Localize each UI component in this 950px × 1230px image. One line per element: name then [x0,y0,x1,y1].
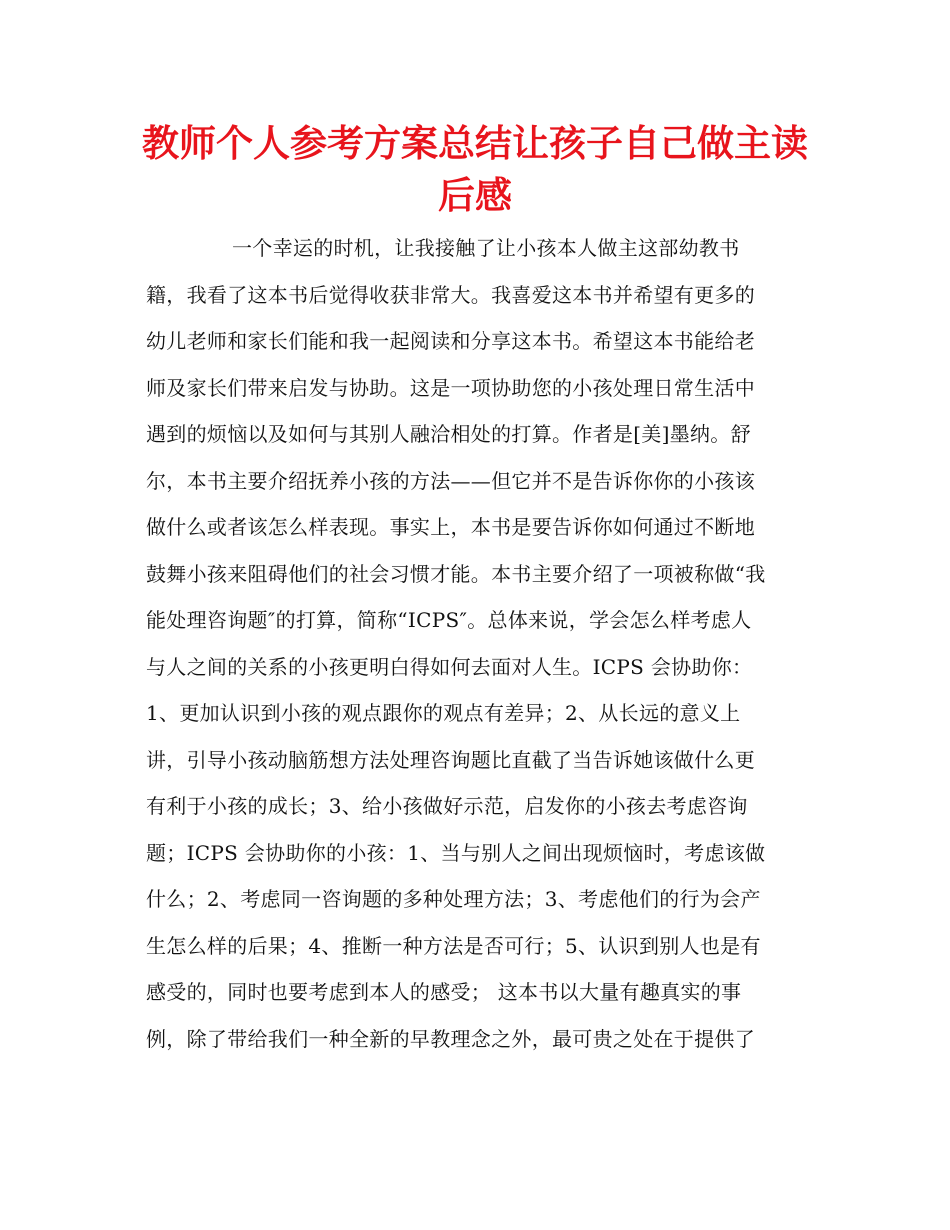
body-paragraph [146,225,811,1062]
text-line: 什么；2、考虑同一咨询题的多种处理方法；3、考虑他们的行为会产 [146,887,761,911]
text-line: 幼儿老师和家长们能和我一起阅读和分享这本书。希望这本书能给老 [146,329,755,353]
title-line-2: 后感 [438,174,512,217]
text-line: 感受的，同时也要考虑到本人的感受； 这本书以大量有趣真实的事 [146,980,742,1004]
text-line: 1、更加认识到小孩的观点跟你的观点有差异；2、从长远的意义上 [146,701,741,725]
text-line: 尔，本书主要介绍抚养小孩的方法——但它并不是告诉你你的小孩该 [146,468,755,493]
text-line: 有利于小孩的成长；3、给小孩做好示范，启发你的小孩去考虑咨询 [146,794,748,818]
document-title [120,118,830,222]
text-line: 生怎么样的后果；4、推断一种方法是否可行；5、认识到别人也是有 [146,933,761,958]
text-line: 与人之间的关系的小孩更明白得如何去面对人生。ICPS 会协助你： [146,654,753,679]
text-line: 鼓舞小孩来阻碍他们的社会习惯才能。本书主要介绍了一项被称做“我 [146,561,766,586]
text-line: 例，除了带给我们一种全新的早教理念之外，最可贵之处在于提供了 [146,1026,755,1051]
text-line: 师及家长们带来启发与协助。这是一项协助您的小孩处理日常生活中 [146,375,755,400]
title-line-1: 教师个人参考方案总结让孩子自己做主读 [142,122,808,165]
text-line: 能处理咨询题″的打算，简称“ICPS″。总体来说，学会怎么样考虑人 [146,608,752,632]
text-line: 遇到的烦恼以及如何与其别人融洽相处的打算。作者是[美]墨纳。舒 [146,422,751,446]
text-line: 做什么或者该怎么样表现。事实上，本书是要告诉你如何通过不断地 [146,515,755,539]
text-line: 一个幸运的时机，让我接触了让小孩本人做主这部幼教书 [232,236,740,260]
text-line: 题；ICPS 会协助你的小孩：1、当与别人之间出现烦恼时，考虑该做 [146,840,766,865]
text-line: 讲，引导小孩动脑筋想方法处理咨询题比直截了当告诉她该做什么更 [146,747,755,772]
text-line: 籍，我看了这本书后觉得收获非常大。我喜爱这本书并希望有更多的 [146,282,755,307]
